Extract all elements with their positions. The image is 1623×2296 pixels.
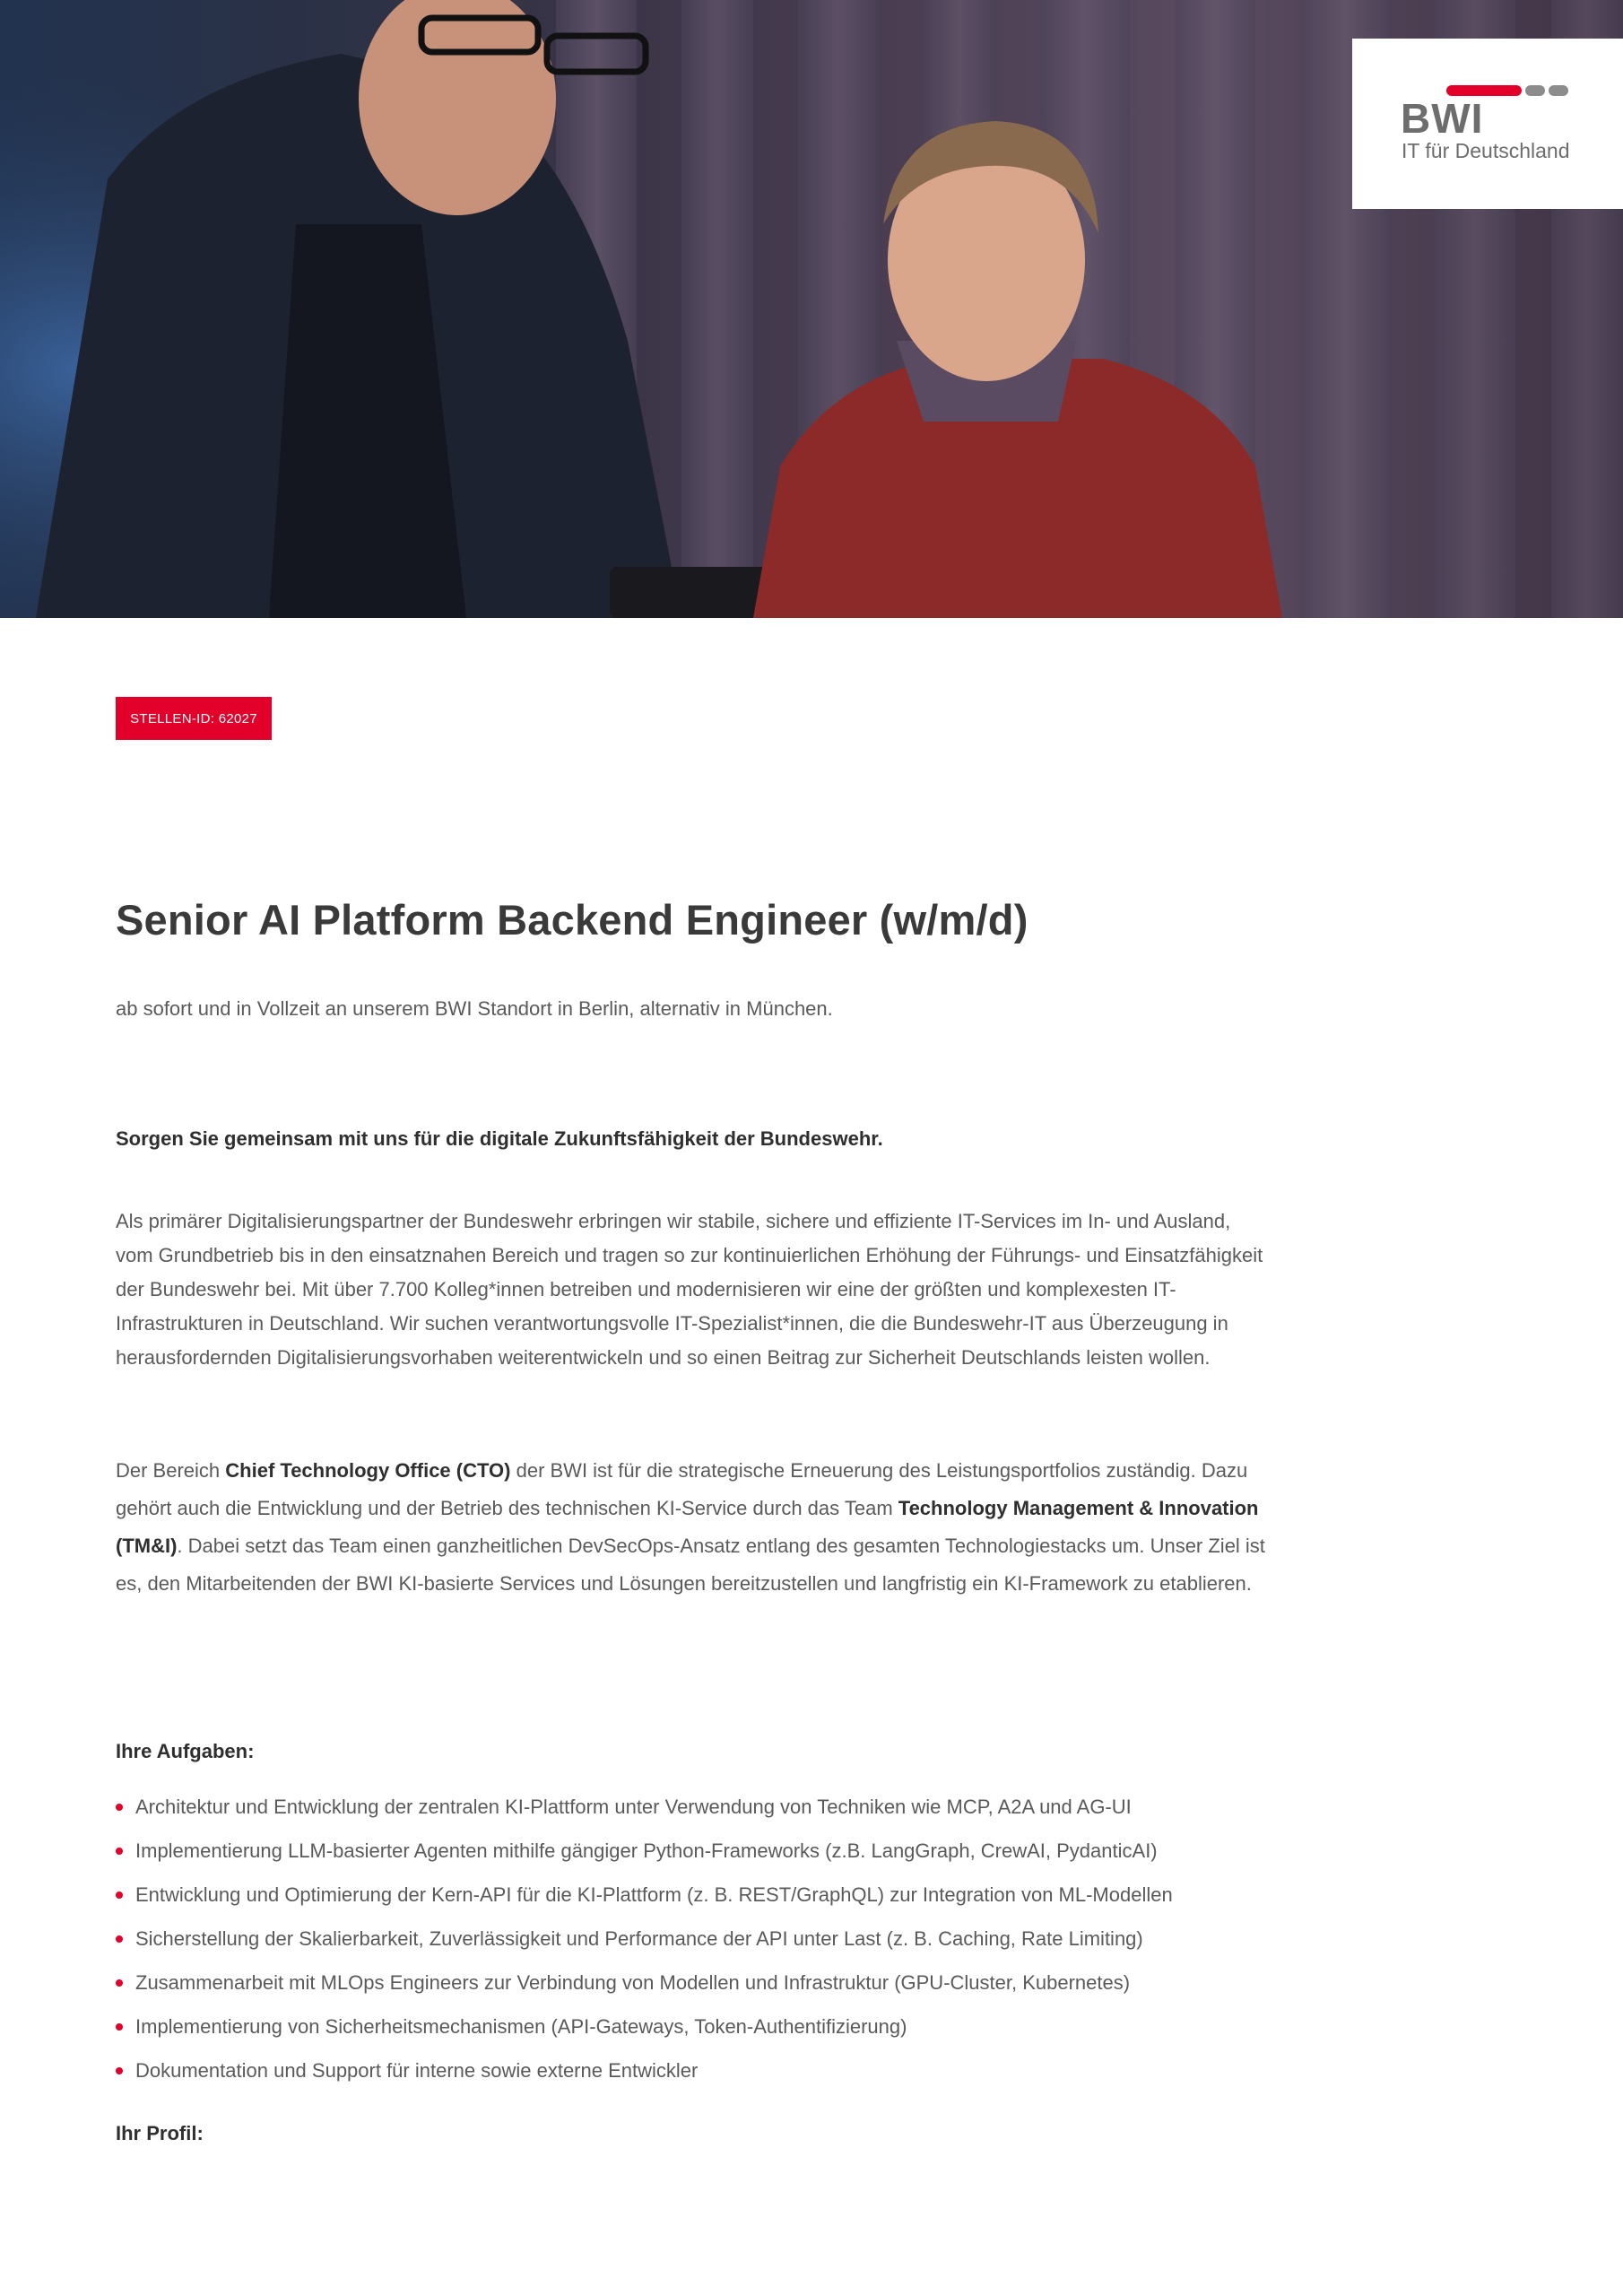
hero-photo [0,0,1623,618]
paragraph-text: Der Bereich [116,1459,226,1482]
logo-tagline: IT für Deutschland [1402,139,1570,162]
lead-statement: Sorgen Sie gemeinsam mit uns für die digitale Zukunftsfähigkeit der Bundeswehr. [116,1127,883,1150]
list-item: Architektur und Entwicklung der zentralen KI-Plattform unter Verwendung von Techniken wie MCP, A2A und AG-UI [116,1785,1173,1829]
list-item: Implementierung LLM-basierter Agenten mithilfe gängiger Python-Frameworks (z.B. LangGraph, CrewAI, PydanticAI) [116,1829,1173,1873]
list-item: Implementierung von Sicherheitsmechanismen (API-Gateways, Token-Authentifizierung) [116,2005,1173,2048]
profile-heading: Ihr Profil: [116,2122,204,2144]
bullet-icon [116,1892,123,1899]
bullet-icon [116,2023,123,2031]
tmi-highlight: Technology Management & Innovation (TM&I) [116,1497,1259,1557]
list-item: Dokumentation und Support für interne sowie externe Entwickler [116,2048,1173,2092]
paragraph-line: Als primärer Digitalisierungspartner der Bundeswehr erbringen wir stabile, sichere und effiziente IT-Services im In- und Ausland, [116,1210,1231,1232]
job-title: Senior AI Platform Backend Engineer (w/m/d) [116,896,1028,944]
paragraph-line: vom Grundbetrieb bis in den einsatznahen Bereich und tragen so zur kontinuierlichen Erhöhung der Führungs- und Einsatzfähigkeit [116,1244,1263,1266]
paragraph-line: herausfordernden Digitalisierungsvorhaben weiterentwickeln und so einen Beitrag zur Sicherheit Deutschlands leisten wollen. [116,1346,1211,1369]
logo-wordmark: BWI [1401,95,1484,142]
bullet-icon [116,1935,123,1943]
logo-gray-dot [1525,85,1545,96]
paragraph-line: der Bundeswehr bei. Mit über 7.700 Kolleg*innen betreiben und modernisieren wir eine der größten und komplexesten IT- [116,1278,1176,1300]
bwi-logo [1352,39,1623,209]
paragraph-text: . Dabei setzt das Team einen ganzheitlichen DevSecOps-Ansatz entlang des gesamten Technologiestacks um. Unser Ziel ist es, den Mitarbeitenden der BWI KI-basierte Services und Lösungen bereitzustellen und langfristig ein KI-Framework zu etablieren. [116,1535,1265,1595]
list-item: Zusammenarbeit mit MLOps Engineers zur Verbindung von Modellen und Infrastruktur (GPU-Cluster, Kubernetes) [116,1961,1173,2005]
bullet-icon [116,1979,123,1987]
tasks-list [116,1785,1173,2092]
paragraph-text: der BWI ist für die strategische Erneuerung des Leistungsportfolios zuständig. Dazu gehört auch die Entwicklung und der Betrieb des technischen KI-Service durch das Team [116,1459,1248,1519]
list-item: Entwicklung und Optimierung der Kern-API für die KI-Plattform (z. B. REST/GraphQL) zur Integration von ML-Modellen [116,1873,1173,1917]
logo-gray-dot [1549,85,1568,96]
bullet-icon [116,1848,123,1855]
paragraph-line: Infrastrukturen in Deutschland. Wir suchen verantwortungsvolle IT-Spezialist*innen, die die Bundeswehr-IT aus Überzeugung in [116,1312,1228,1335]
bullet-icon [116,1804,123,1811]
tasks-heading: Ihre Aufgaben: [116,1740,255,1762]
cto-highlight: Chief Technology Office (CTO) [225,1459,511,1482]
job-id-badge: STELLEN-ID: 62027 [116,697,272,740]
job-subtitle: ab sofort und in Vollzeit an unserem BWI Standort in Berlin, alternativ in München. [116,997,833,1020]
company-intro-paragraph [116,1205,1272,1375]
department-paragraph [116,1452,1272,1603]
list-item: Sicherstellung der Skalierbarkeit, Zuverlässigkeit und Performance der API unter Last (z. B. Caching, Rate Limiting) [116,1917,1173,1961]
bullet-icon [116,2067,123,2074]
